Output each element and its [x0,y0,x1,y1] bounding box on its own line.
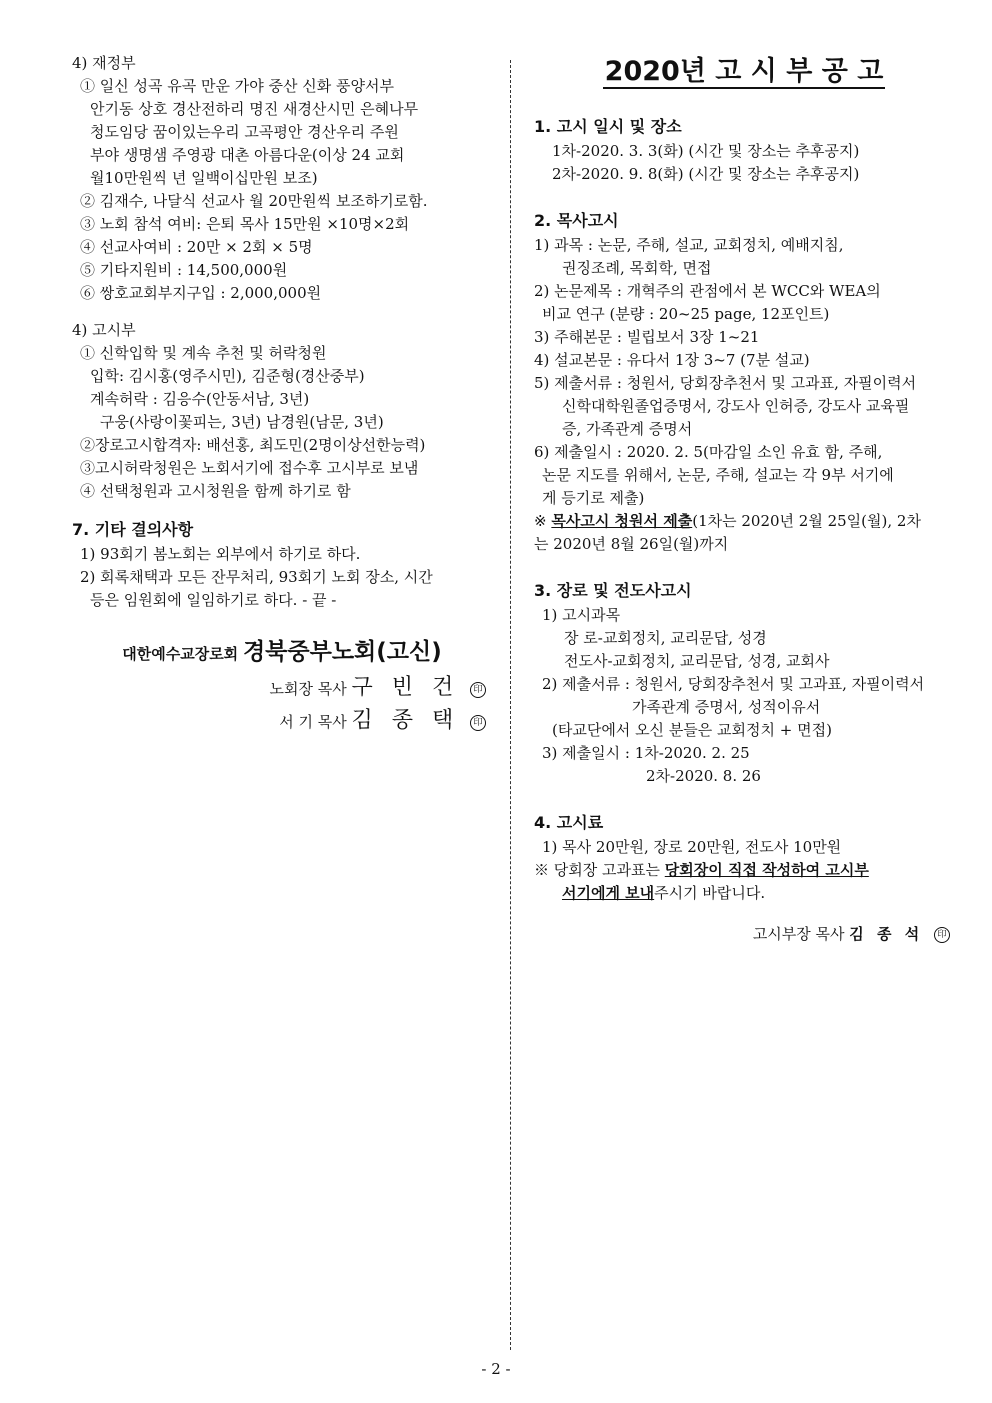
elder-exam-line: 1) 고시과목 [542,606,621,624]
note-text: 주시기 바랍니다. [654,884,766,902]
org-main: 경북중부노회(고신) [242,639,442,665]
exam-line: ②장로고시합격자: 배선홍, 최도민(2명이상선한능력) [80,436,426,454]
signature-name: 김 종 택 [351,708,460,733]
finance-line: ⑥ 쌍호교회부지구입 : 2,000,000원 [80,284,322,302]
pastor-exam-line: 5) 제출서류 : 청원서, 당회장추천서 및 고과표, 자필이력서 [534,374,917,392]
pastor-exam-line: 논문 지도를 위해서, 논문, 주해, 설교는 각 9부 서기에 [542,466,894,484]
exam-line: ④ 선택청원과 고시청원을 함께 하기로 함 [80,482,351,500]
elder-exam-line: 2차-2020. 8. 26 [646,767,761,785]
elder-exam-line: 3) 제출일시 : 1차-2020. 2. 25 [542,744,750,762]
org-sub: 대한예수교장로회 [122,645,239,663]
page-number: - 2 - [481,1360,511,1378]
finance-line: ⑤ 기타지원비 : 14,500,000원 [80,261,288,279]
elder-exam-line: 2) 제출서류 : 청원서, 당회장추천서 및 고과표, 자필이력서 [542,675,925,693]
signature-moderator [72,672,492,705]
schedule-line: 2차-2020. 9. 8(화) (시간 및 장소는 추후공지) [552,165,860,183]
finance-line: ② 김재수, 나달식 선교사 월 20만원씩 보조하기로함. [80,192,428,210]
pastor-exam-line: 6) 제출일시 : 2020. 2. 5(마감일 소인 유효 함, 주해, [534,443,883,461]
finance-line: 부야 생명샘 주영광 대촌 아름다운(이상 24 교회 [90,146,405,164]
right-column [534,52,954,949]
note-mark: ※ [534,861,550,879]
finance-heading: 4) 재정부 [72,54,136,72]
signature-name: 김 종 석 [849,925,924,943]
exam-line: 계속허락 : 김응수(안동서남, 3년) [90,390,310,408]
exam-heading: 4) 고시부 [72,321,136,339]
finance-line: ③ 노회 참석 여비: 은퇴 목사 15만원 ×10명×2회 [80,215,410,233]
section-elder-exam-heading: 3. 장로 및 전도사고시 [534,581,692,600]
pastor-exam-line: 신학대학원졸업증명서, 강도사 인허증, 강도사 교육필 [562,397,910,415]
other-line: 등은 임원회에 일임하기로 하다. - 끝 - [90,591,337,609]
signature-name: 구 빈 건 [351,675,460,700]
exam-line: ③고시허락청원은 노회서기에 접수후 고시부로 보냄 [80,459,419,477]
page-title [534,52,954,92]
other-line: 2) 회록채택과 모든 잔무처리, 93회기 노회 장소, 시간 [80,568,433,586]
exam-head-signature [534,919,954,949]
exam-fee-note [534,859,954,882]
pastor-exam-line: 2) 논문제목 : 개혁주의 관점에서 본 WCC와 WEA의 [534,282,881,300]
note-mark: ※ [534,512,547,530]
signature-role: 서 기 목사 [279,713,347,731]
seal-icon: 印 [470,682,486,698]
finance-line: ④ 선교사여비 : 20만 × 2회 × 5명 [80,238,313,256]
pastor-exam-line: 4) 설교본문 : 유다서 1장 3~7 (7분 설교) [534,351,810,369]
pastor-exam-note-cont: 는 2020년 8월 26일(월)까지 [534,535,729,553]
page-title-text: 2020년 고 시 부 공 고 [604,56,884,87]
pastor-exam-line: 비교 연구 (분량 : 20~25 page, 12포인트) [542,305,830,323]
pastor-exam-line: 3) 주해본문 : 빌립보서 3장 1~21 [534,328,760,346]
seal-icon: 印 [934,927,950,943]
signature-role: 고시부장 목사 [752,925,850,943]
exam-line: ① 신학입학 및 계속 추천 및 허락청원 [80,344,327,362]
pastor-exam-line: 권징조례, 목회학, 면접 [562,259,712,277]
elder-exam-line: 가족관계 증명서, 성적이유서 [632,698,821,716]
section-exam-schedule-heading: 1. 고시 일시 및 장소 [534,117,682,136]
elder-exam-line: (타교단에서 오신 분들은 교회정치 + 면접) [552,721,832,739]
note-emphasis: 당회장이 직접 작성하여 고시부 [664,861,869,879]
finance-line: ① 일신 성곡 유곡 만운 가야 중산 신화 풍양서부 [80,77,394,95]
pastor-exam-line: 증, 가족관계 증명서 [562,420,693,438]
note-emphasis: 목사고시 청원서 제출 [551,512,693,530]
other-resolutions-heading: 7. 기타 결의사항 [72,520,194,539]
exam-line: 입학: 김시홍(영주시민), 김준형(경산중부) [90,367,365,385]
finance-line: 월10만원씩 년 일백이십만원 보조) [90,169,318,187]
section-exam-fee-heading: 4. 고시료 [534,813,604,832]
exam-fee-note-cont [534,882,954,905]
finance-line: 청도임당 꿈이있는우리 고곡평안 경산우리 주원 [90,123,399,141]
note-text: (1차는 2020년 2월 25일(월), 2차 [692,512,921,530]
exam-fee-line: 1) 목사 20만원, 장로 20만원, 전도사 10만원 [542,838,842,856]
pastor-exam-note [534,510,954,533]
finance-line: 안기동 상호 경산전하리 명진 새경산시민 은혜나무 [90,100,419,118]
column-divider [510,60,511,1350]
signature-clerk [72,705,492,738]
seal-icon: 印 [470,715,486,731]
pastor-exam-line: 게 등기로 제출) [542,489,645,507]
note-text: 당회장 고과표는 [549,861,665,879]
schedule-line: 1차-2020. 3. 3(화) (시간 및 장소는 추후공지) [552,142,860,160]
left-column [72,52,492,738]
other-line: 1) 93회기 봄노회는 외부에서 하기로 하다. [80,545,361,563]
elder-exam-line: 장 로-교회정치, 교리문답, 성경 [564,629,767,647]
exam-line: 구웅(사랑이꽃피는, 3년) 남경원(남문, 3년) [100,413,384,431]
section-pastor-exam-heading: 2. 목사고시 [534,211,619,230]
pastor-exam-line: 1) 과목 : 논문, 주해, 설교, 교회정치, 예배지침, [534,236,844,254]
org-name [72,634,492,672]
signature-role: 노회장 목사 [269,680,347,698]
elder-exam-line: 전도사-교회정치, 교리문답, 성경, 교회사 [564,652,830,670]
note-emphasis: 서기에게 보내 [562,884,655,902]
